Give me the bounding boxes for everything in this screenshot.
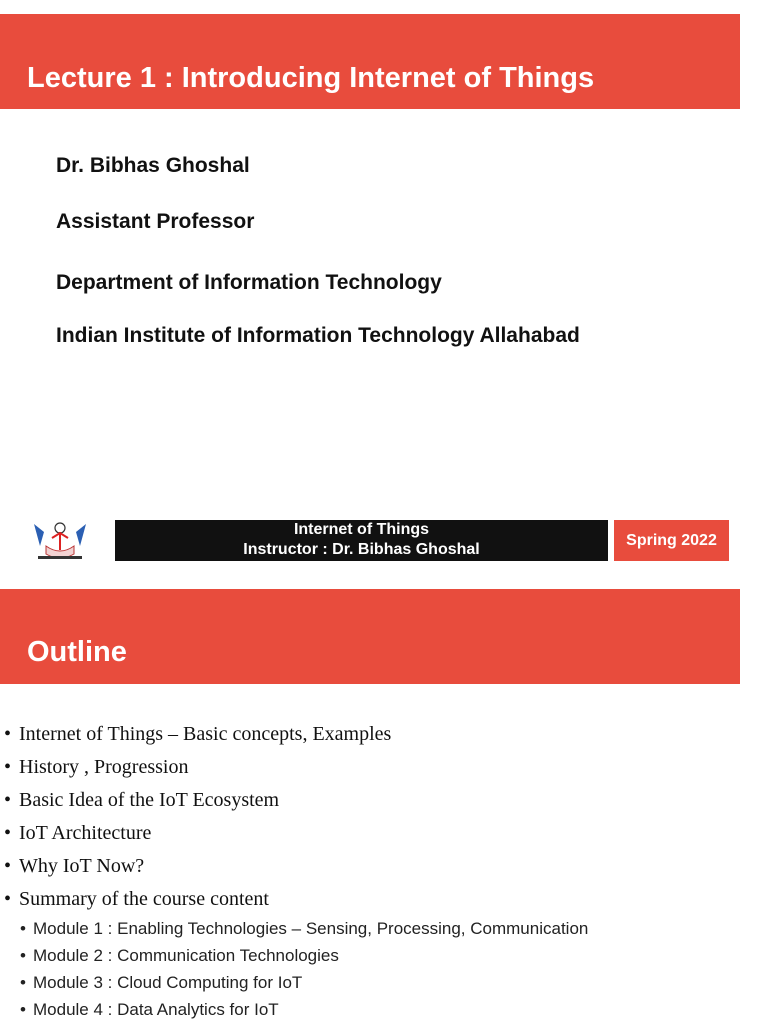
outline-subitem: • Module 3 : Cloud Computing for IoT (0, 973, 588, 1000)
slide1-title: Lecture 1 : Introducing Internet of Things (27, 62, 595, 94)
outline-subitem: • Module 1 : Enabling Technologies – Sensing, Processing, Communication (0, 919, 588, 946)
outline-item: • Summary of the course content (0, 886, 588, 919)
author-position: Assistant Professor (56, 210, 255, 233)
outline-item: • IoT Architecture (0, 820, 588, 853)
department: Department of Information Technology (56, 271, 442, 294)
author-name: Dr. Bibhas Ghoshal (56, 154, 250, 177)
outline-subitem: • Module 2 : Communication Technologies (0, 946, 588, 973)
outline-item: • Internet of Things – Basic concepts, Examples (0, 721, 588, 754)
slide2-title: Outline (27, 636, 127, 668)
outline-item: • Why IoT Now? (0, 853, 588, 886)
outline-item: • History , Progression (0, 754, 588, 787)
outline-item: • Basic Idea of the IoT Ecosystem (0, 787, 588, 820)
outline-list (0, 721, 588, 1027)
outline-subitem: • Module 4 : Data Analytics for IoT (0, 1000, 588, 1027)
footer-bar (115, 520, 608, 561)
footer-course: Internet of Things (293, 521, 430, 538)
footer-term-badge: Spring 2022 (614, 520, 729, 561)
footer-instructor: Instructor : Dr. Bibhas Ghoshal (243, 541, 480, 558)
institute: Indian Institute of Information Technology Allahabad (56, 324, 580, 347)
institute-logo-icon (30, 516, 90, 564)
